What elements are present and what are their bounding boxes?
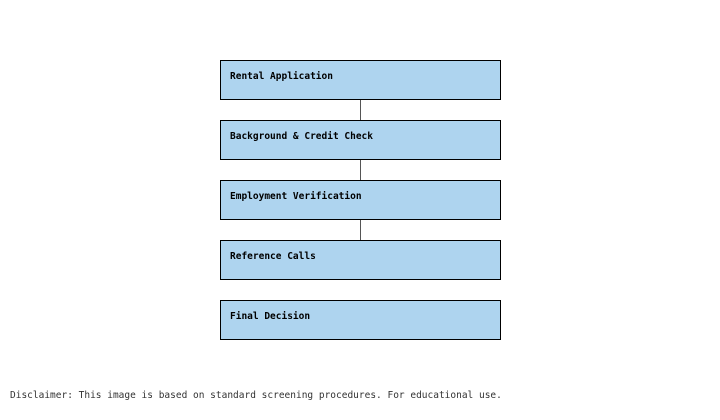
step-box-reference-calls	[220, 240, 501, 280]
step-box-employment-verification	[220, 180, 501, 220]
connector-line	[360, 220, 361, 240]
connector-line	[360, 160, 361, 180]
step-label: Background & Credit Check	[230, 131, 373, 142]
disclaimer-text: Disclaimer: This image is based on standard screening procedures. For educational use.	[10, 390, 502, 401]
step-label: Rental Application	[230, 71, 333, 82]
connector-line	[360, 100, 361, 120]
step-box-final-decision	[220, 300, 501, 340]
step-label: Reference Calls	[230, 251, 316, 262]
step-box-background-credit-check	[220, 120, 501, 160]
step-label: Final Decision	[230, 311, 311, 322]
step-label: Employment Verification	[230, 191, 362, 202]
step-box-rental-application	[220, 60, 501, 100]
